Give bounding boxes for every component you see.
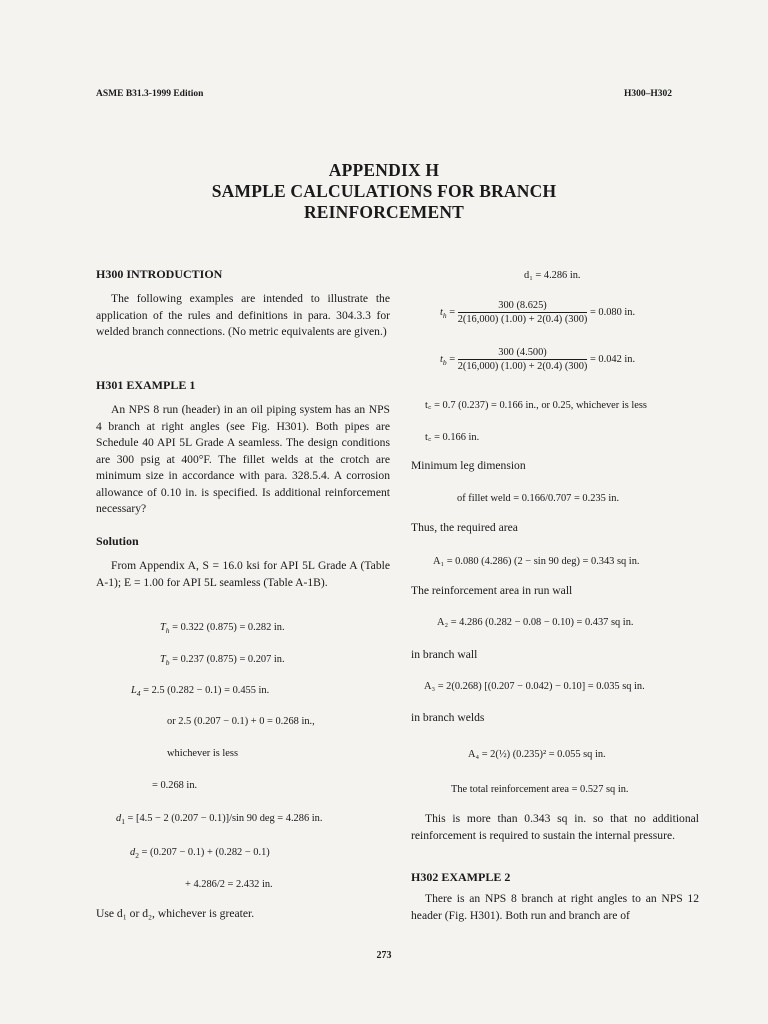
run-wall-label: The reinforcement area in run wall [411, 584, 573, 597]
equation-th-thickness: $t_h$ = $\frac{300 (8.625)}{2(16,000) (1.00) + 2(0.4) (300)}$ = 0.080 in. [440, 300, 636, 325]
running-header-left: ASME B31.3-1999 Edition [96, 89, 204, 99]
total-reinforcement-area: The total reinforcement area = 0.527 sq in. [451, 784, 629, 795]
equation-l4-alternative: or 2.5 (0.207 − 0.1) + 0 = 0.268 in., [167, 716, 315, 727]
minimum-leg-label: Minimum leg dimension [411, 459, 526, 472]
h302-paragraph: There is an NPS 8 branch at right angles to an NPS 12 header (Fig. H301). Both run and branch are of [411, 892, 699, 922]
appendix-title: APPENDIX H [328, 160, 440, 180]
h300-paragraph: The following examples are intended to illustrate the application of the rules and definitions in para. 304.3.3 for welded branch connections. (No metric equivalents are given.) [96, 292, 390, 338]
conclusion-paragraph: This is more than 0.343 sq in. so that no additional reinforcement is required to sustain the internal pressure. [411, 812, 699, 842]
equation-tb: $T_b = 0.237$ (0.875) = 0.207 in. [160, 654, 285, 668]
equation-tb-thickness: $t_b$ = $\frac{300 (4.500)}{2(16,000) (1.00) + 2(0.4) (300)}$ = 0.042 in. [440, 347, 636, 372]
equation-d2: $d_2 = (0.207 - 0.1) + (0.282 - 0.1)$ [130, 847, 270, 861]
equation-l4-result: = 0.268 in. [152, 780, 198, 791]
use-d-note: Use d₁ or d₂, whichever is greater. [96, 907, 255, 920]
solution-paragraph: From Appendix A, S = 16.0 ksi for API 5L Grade A (Table A-1); E = 1.00 for API 5L seamless (Table A-1B). [96, 559, 390, 589]
h302-heading: H302 EXAMPLE 2 [411, 870, 511, 884]
h301-paragraph: An NPS 8 run (header) in an oil piping system has an NPS 4 branch at right angles (see Fig. H301). Both pipes are Schedule 40 API 5L Grade A seamless. The design conditions are 300 psig at 400°F. The fillet welds at the crotch are minimum size in accordance with para. 328.5.4. A corrosion allowance of 0.10 in. is specified. Is additional reinforcement necessary? [96, 403, 390, 515]
required-area-label: Thus, the required area [411, 521, 518, 534]
equation-d2-continued: + 4.286/2 = 2.432 in. [185, 879, 273, 890]
solution-heading: Solution [96, 534, 139, 548]
appendix-subtitle-line2: REINFORCEMENT [303, 202, 465, 222]
equation-a2: A₂ = 4.286 (0.282 − 0.08 − 0.10) = 0.437 sq in. [437, 617, 634, 628]
equation-a3: A₃ = 2(0.268) [(0.207 − 0.042) − 0.10] = 0.035 sq in. [424, 681, 645, 692]
h301-heading: H301 EXAMPLE 1 [96, 378, 196, 392]
h300-heading: H300 INTRODUCTION [96, 267, 223, 281]
equation-l4: $L_4 = 2.5$ (0.282 − 0.1) = 0.455 in. [131, 685, 270, 699]
equation-fillet-weld: of fillet weld = 0.166/0.707 = 0.235 in. [457, 493, 620, 504]
equation-d1-value: d₁ = 4.286 in. [524, 270, 581, 281]
equation-d1: $d_1 = [4.5 - 2$ (0.207 − 0.1)]/sin 90 deg = 4.286 in. [116, 813, 323, 827]
equation-tc: t꜀ = 0.7 (0.237) = 0.166 in., or 0.25, whichever is less [425, 400, 647, 411]
branch-welds-label: in branch welds [411, 711, 485, 724]
equation-a1: A₁ = 0.080 (4.286) (2 − sin 90 deg) = 0.343 sq in. [433, 556, 640, 567]
page-number: 273 [376, 950, 392, 961]
equation-a4: A₄ = 2(½) (0.235)² = 0.055 sq in. [468, 749, 606, 760]
appendix-subtitle-line1: SAMPLE CALCULATIONS FOR BRANCH [211, 181, 557, 201]
running-header-right: H300–H302 [623, 89, 672, 99]
equation-th: $T_h = 0.322$ (0.875) = 0.282 in. [160, 622, 285, 636]
equation-l4-note: whichever is less [167, 748, 238, 759]
equation-tc-result: t꜀ = 0.166 in. [425, 432, 480, 443]
branch-wall-label: in branch wall [411, 648, 478, 661]
